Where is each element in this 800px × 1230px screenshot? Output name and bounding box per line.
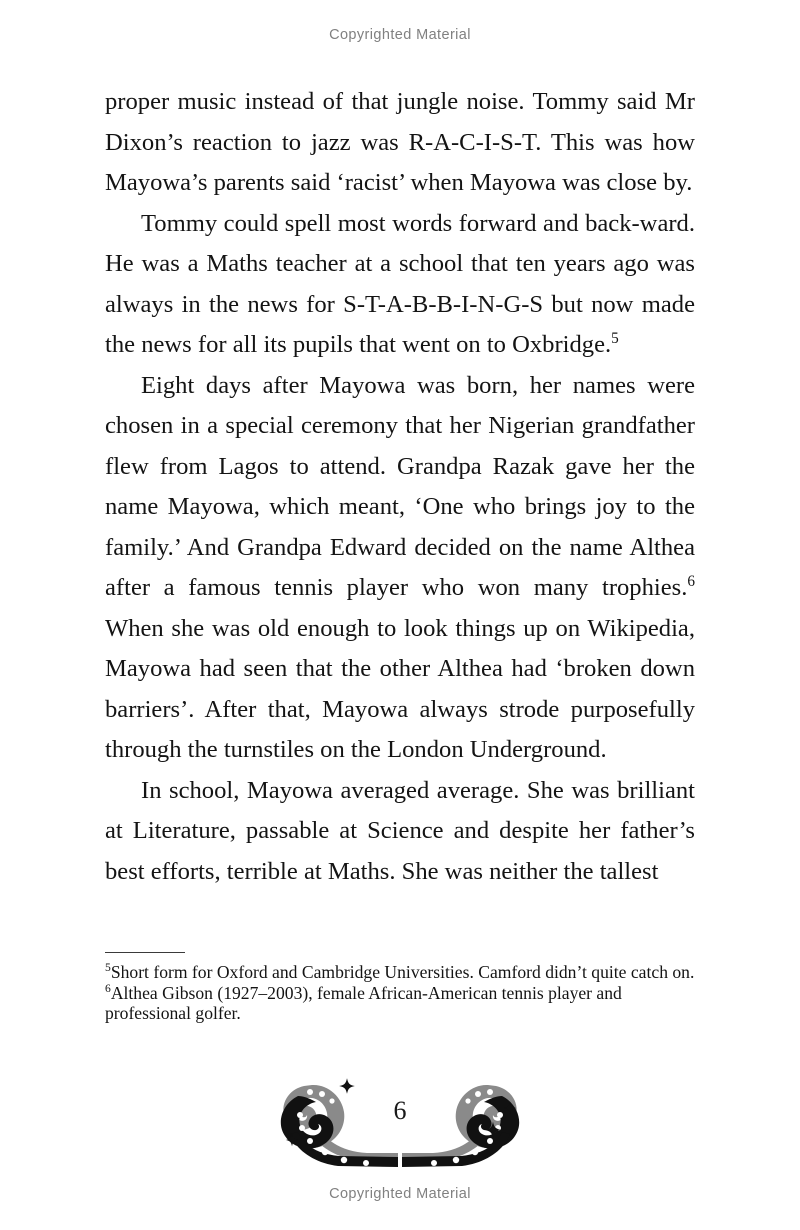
ornament-sparkle-top-left	[339, 1078, 355, 1094]
footnote-reference-6[interactable]: 6	[687, 572, 695, 590]
paragraph-4	[105, 771, 695, 893]
paragraph-2-text: Tommy could spell most words forward and back-ward. He was a Maths teacher at a school that ten years ago was always in the news for S-T-A-B-B-I-N-G-S but now made the news for all its pupils that went on to Oxbridge.	[105, 209, 695, 358]
copyright-watermark-bottom: Copyrighted Material	[329, 1186, 471, 1202]
paragraph-3	[105, 366, 695, 771]
footnote-marker-5: 5	[105, 961, 111, 975]
page-number: 6	[393, 1096, 407, 1125]
footnote-text-5: Short form for Oxford and Cambridge Universities. Camford didn’t quite catch on.	[110, 962, 695, 982]
copyright-watermark-top: Copyrighted Material	[329, 27, 471, 43]
paragraph-1-text: proper music instead of that jungle noise. Tommy said Mr Dixon’s reaction to jazz was R-A-C-I-S-T. This was how Mayowa’s parents said ‘racist’ when Mayowa was close by.	[105, 88, 695, 196]
footnotes-section	[105, 952, 697, 1024]
paragraph-3-text: Eight days after Mayowa was born, her names were chosen in a special ceremony that her Nigerian grandfather flew from Lagos to attend. Grandpa Razak gave her the name Mayowa, which meant, ‘One who brings joy to the family.’ And Grandpa Edward decided on the name Althea after a famous tennis player who won many trophies.	[105, 371, 695, 601]
body-text-block	[105, 82, 695, 892]
paragraph-2	[105, 204, 695, 366]
footnote-item-6	[105, 983, 697, 1024]
footnote-text-6: Althea Gibson (1927–2003), female African-American tennis player and professional golfer.	[105, 982, 622, 1023]
paragraph-1	[105, 82, 695, 204]
paragraph-3-text-continued: When she was old enough to look things up on Wikipedia, Mayowa had seen that the other Althea had ‘broken down barriers’. After that, Mayowa always strode purposefully through the turnstiles on the London Underground.	[105, 614, 695, 763]
paragraph-4-text: In school, Mayowa averaged average. She was brilliant at Literature, passable at Science and despite her father’s best efforts, terrible at Maths. She was neither the tallest	[105, 776, 695, 885]
footnote-marker-6: 6	[105, 981, 111, 995]
footnote-reference-5[interactable]: 5	[611, 329, 619, 347]
folio-area	[0, 1068, 800, 1178]
footnote-separator-rule	[105, 952, 185, 953]
footnote-item-5	[105, 962, 697, 983]
